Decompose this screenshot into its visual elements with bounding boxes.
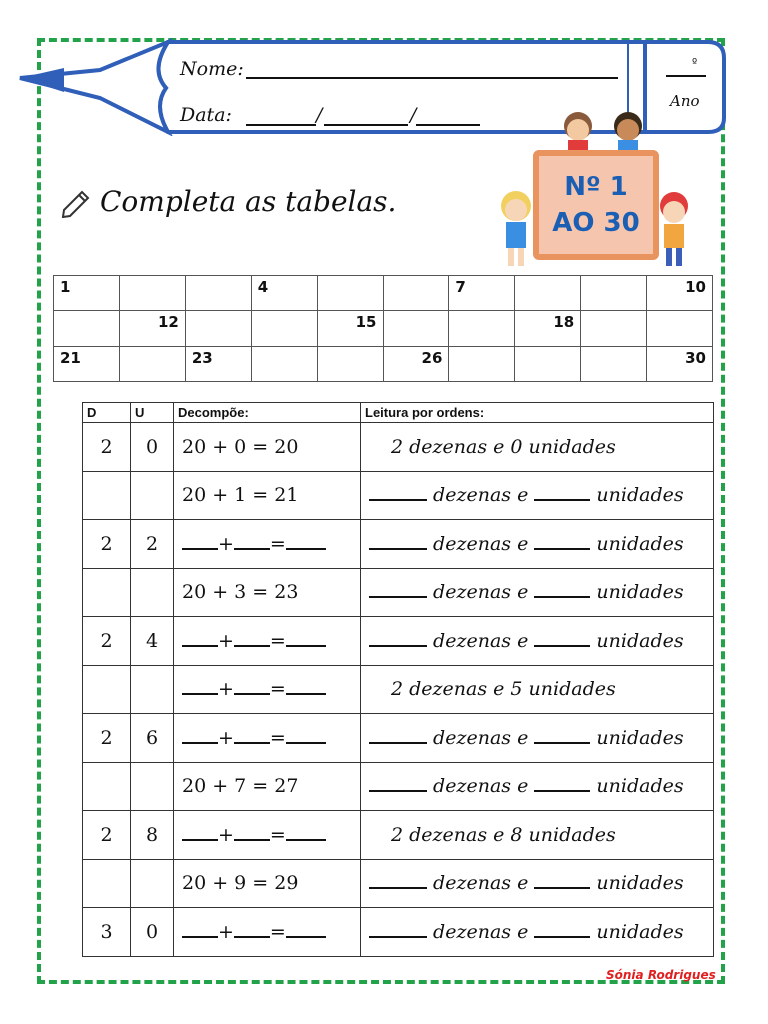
grid-cell xyxy=(449,346,515,381)
grid-cell xyxy=(185,276,251,311)
grid-cell: 21 xyxy=(54,346,120,381)
blank-line[interactable] xyxy=(369,485,427,501)
cell-d xyxy=(83,665,131,714)
cell-decomp: 20 + 9 = 29 xyxy=(174,859,361,908)
grid-cell xyxy=(515,276,581,311)
cell-reading[interactable] xyxy=(361,762,714,811)
grid-cell: 30 xyxy=(647,346,713,381)
blank-line[interactable] xyxy=(286,534,326,550)
equals-sign: = xyxy=(269,823,286,846)
blank-line[interactable] xyxy=(534,776,590,792)
cell-u: 2 xyxy=(131,520,174,569)
cell-reading[interactable] xyxy=(361,568,714,617)
blank-line[interactable] xyxy=(369,922,427,938)
unidades-label: unidades xyxy=(596,775,684,798)
pencil-icon xyxy=(60,184,94,218)
blank-line[interactable] xyxy=(534,582,590,598)
table-row xyxy=(83,859,714,908)
dezenas-label: dezenas e xyxy=(433,920,529,943)
cell-reading[interactable] xyxy=(361,471,714,520)
plus-sign: + xyxy=(218,726,234,749)
cell-reading[interactable] xyxy=(361,520,714,569)
table-row xyxy=(83,665,714,714)
grid-cell xyxy=(54,311,120,346)
blank-line[interactable] xyxy=(182,825,218,841)
blank-line[interactable] xyxy=(534,534,590,550)
grid-cell xyxy=(185,311,251,346)
equals-sign: = xyxy=(269,726,286,749)
cell-u xyxy=(131,859,174,908)
blank-line[interactable] xyxy=(534,631,590,647)
grid-cell: 15 xyxy=(317,311,383,346)
cell-u xyxy=(131,665,174,714)
table-row xyxy=(83,423,714,472)
cell-decomp: 20 + 3 = 23 xyxy=(174,568,361,617)
cell-reading[interactable] xyxy=(361,617,714,666)
blank-line[interactable] xyxy=(286,728,326,744)
blank-line[interactable] xyxy=(369,776,427,792)
table-row xyxy=(83,714,714,763)
instruction-text: Completa as tabelas. xyxy=(100,184,397,218)
author-credit: Sónia Rodrigues xyxy=(606,968,716,982)
date-separator: / xyxy=(316,104,323,126)
cell-decomp[interactable] xyxy=(174,617,361,666)
blank-line[interactable] xyxy=(534,873,590,889)
cell-reading[interactable] xyxy=(361,714,714,763)
dezenas-label: dezenas e xyxy=(433,484,529,507)
cell-d: 2 xyxy=(83,520,131,569)
blank-line[interactable] xyxy=(182,728,218,744)
grid-cell xyxy=(251,346,317,381)
grid-cell: 12 xyxy=(119,311,185,346)
cell-d: 2 xyxy=(83,714,131,763)
grid-cell xyxy=(317,346,383,381)
cell-d xyxy=(83,859,131,908)
table-row xyxy=(83,617,714,666)
grid-cell xyxy=(581,346,647,381)
plus-sign: + xyxy=(218,920,234,943)
blank-line[interactable] xyxy=(534,922,590,938)
grid-cell xyxy=(515,346,581,381)
date-label: Data: xyxy=(180,104,232,126)
dezenas-label: dezenas e xyxy=(433,532,529,555)
kids-illustration xyxy=(540,108,660,156)
dezenas-label: dezenas e xyxy=(433,726,529,749)
number-grid xyxy=(53,275,713,382)
badge-line-2: AO 30 xyxy=(552,208,640,238)
cell-decomp[interactable] xyxy=(174,665,361,714)
unidades-label: unidades xyxy=(596,920,684,943)
grid-cell xyxy=(581,276,647,311)
grid-cell xyxy=(119,276,185,311)
grid-cell: 18 xyxy=(515,311,581,346)
unidades-label: unidades xyxy=(596,726,684,749)
blank-line[interactable] xyxy=(286,922,326,938)
header-d: D xyxy=(83,403,131,423)
blank-line[interactable] xyxy=(286,825,326,841)
blank-line[interactable] xyxy=(234,728,270,744)
grid-cell: 1 xyxy=(54,276,120,311)
cell-u xyxy=(131,471,174,520)
cell-decomp: 20 + 1 = 21 xyxy=(174,471,361,520)
blank-line[interactable] xyxy=(182,534,218,550)
dezenas-label: dezenas e xyxy=(433,581,529,604)
cell-d: 2 xyxy=(83,617,131,666)
equals-sign: = xyxy=(269,532,286,555)
blank-line[interactable] xyxy=(234,922,270,938)
cell-d: 3 xyxy=(83,908,131,957)
ano-ordinal: º xyxy=(692,56,698,69)
name-label: Nome: xyxy=(180,58,244,80)
ano-label: Ano xyxy=(670,92,700,110)
plus-sign: + xyxy=(218,629,234,652)
cell-u: 0 xyxy=(131,908,174,957)
cell-decomp: 20 + 7 = 27 xyxy=(174,762,361,811)
cell-d: 2 xyxy=(83,811,131,860)
header-decomp: Decompõe: xyxy=(174,403,361,423)
cell-u: 0 xyxy=(131,423,174,472)
blank-line[interactable] xyxy=(234,825,270,841)
cell-reading[interactable] xyxy=(361,908,714,957)
girl-illustration xyxy=(494,188,538,268)
blank-line[interactable] xyxy=(234,534,270,550)
table-row xyxy=(83,811,714,860)
dezenas-label: dezenas e xyxy=(433,775,529,798)
dezenas-label: dezenas e xyxy=(433,629,529,652)
dezenas-label: dezenas e xyxy=(433,872,529,895)
table-row xyxy=(83,568,714,617)
table-row xyxy=(83,471,714,520)
grid-cell: 23 xyxy=(185,346,251,381)
blank-line[interactable] xyxy=(182,631,218,647)
blank-line[interactable] xyxy=(369,582,427,598)
equals-sign: = xyxy=(269,629,286,652)
badge-line-1: Nº 1 xyxy=(564,172,628,202)
table-row xyxy=(83,762,714,811)
grid-cell: 7 xyxy=(449,276,515,311)
cell-d xyxy=(83,568,131,617)
boy-illustration xyxy=(654,190,698,268)
date-separator: / xyxy=(410,104,417,126)
header-u: U xyxy=(131,403,174,423)
cell-u xyxy=(131,762,174,811)
blank-line[interactable] xyxy=(286,679,326,695)
cell-reading: 2 dezenas e 5 unidades xyxy=(361,665,714,714)
blank-line[interactable] xyxy=(182,679,218,695)
blank-line[interactable] xyxy=(369,873,427,889)
cell-decomp[interactable] xyxy=(174,520,361,569)
unidades-label: unidades xyxy=(596,872,684,895)
plus-sign: + xyxy=(218,823,234,846)
grid-cell xyxy=(383,311,449,346)
cell-decomp[interactable] xyxy=(174,714,361,763)
unidades-label: unidades xyxy=(596,532,684,555)
blank-line[interactable] xyxy=(369,534,427,550)
cell-reading: 2 dezenas e 8 unidades xyxy=(361,811,714,860)
grid-cell xyxy=(449,311,515,346)
cell-reading[interactable] xyxy=(361,859,714,908)
blank-line[interactable] xyxy=(234,679,270,695)
grid-cell xyxy=(251,311,317,346)
cell-reading: 2 dezenas e 0 unidades xyxy=(361,423,714,472)
unidades-label: unidades xyxy=(596,581,684,604)
grid-cell xyxy=(119,346,185,381)
cell-decomp: 20 + 0 = 20 xyxy=(174,423,361,472)
grid-cell xyxy=(581,311,647,346)
grid-cell xyxy=(317,276,383,311)
range-badge xyxy=(533,150,659,260)
blank-line[interactable] xyxy=(234,631,270,647)
unidades-label: unidades xyxy=(596,629,684,652)
grid-cell: 10 xyxy=(647,276,713,311)
grid-cell xyxy=(383,276,449,311)
cell-u: 6 xyxy=(131,714,174,763)
cell-u: 4 xyxy=(131,617,174,666)
blank-line[interactable] xyxy=(534,728,590,744)
unidades-label: unidades xyxy=(596,484,684,507)
cell-decomp[interactable] xyxy=(174,811,361,860)
table-row xyxy=(83,520,714,569)
grid-cell: 4 xyxy=(251,276,317,311)
table-row xyxy=(83,908,714,957)
instruction xyxy=(60,184,396,218)
plus-sign: + xyxy=(218,532,234,555)
place-value-table xyxy=(82,402,714,957)
cell-decomp[interactable] xyxy=(174,908,361,957)
cell-d: 2 xyxy=(83,423,131,472)
grid-cell: 26 xyxy=(383,346,449,381)
equals-sign: = xyxy=(269,920,286,943)
blank-line[interactable] xyxy=(182,922,218,938)
blank-line[interactable] xyxy=(534,485,590,501)
cell-u xyxy=(131,568,174,617)
equals-sign: = xyxy=(269,678,286,701)
plus-sign: + xyxy=(218,678,234,701)
cell-u: 8 xyxy=(131,811,174,860)
cell-d xyxy=(83,471,131,520)
blank-line[interactable] xyxy=(369,728,427,744)
cell-d xyxy=(83,762,131,811)
header-reading: Leitura por ordens: xyxy=(361,403,714,423)
blank-line[interactable] xyxy=(286,631,326,647)
blank-line[interactable] xyxy=(369,631,427,647)
grid-cell xyxy=(647,311,713,346)
